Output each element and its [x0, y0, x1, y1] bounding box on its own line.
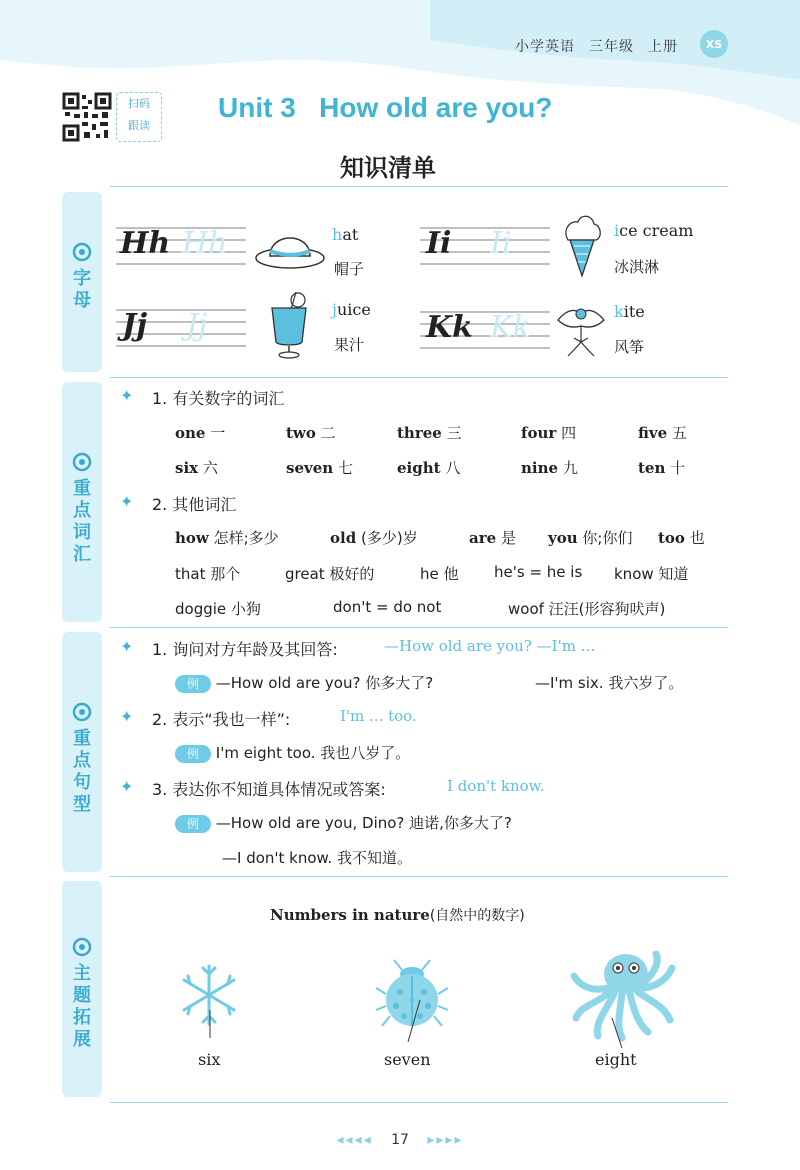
qr-code-icon[interactable]	[62, 92, 112, 142]
vocab-group2-title: 2. 其他词汇	[152, 495, 237, 514]
pointer-line	[200, 1010, 220, 1040]
example-text: —How old are you, Dino? 迪诺,你多大了?	[215, 814, 512, 832]
letter-writing-lines-jj	[116, 302, 246, 358]
vocab-group1-title: 1. 有关数字的词汇	[152, 389, 285, 408]
example-text: I'm eight too. 我也八岁了。	[215, 744, 411, 762]
sentence2-title: 2. 表示“我也一样”:	[152, 710, 291, 729]
word-rest: at	[342, 225, 359, 244]
bullet-star-icon: ✦	[120, 386, 134, 405]
vocab-number-item: six 六	[175, 459, 218, 477]
theme-label-eight: eight	[595, 1050, 637, 1069]
letter-trace-hh: Hh	[182, 226, 228, 261]
sentence2-example	[175, 742, 410, 763]
vocab-other-item: old (多少)岁	[330, 529, 418, 547]
hat-icon	[254, 218, 326, 274]
sidebar-theme	[62, 881, 102, 1097]
letter-pair-ii: Ii	[426, 226, 452, 261]
letter-writing-lines-hh	[116, 220, 246, 270]
vocab-other-item: too 也	[658, 529, 705, 547]
ice-cream-icon	[560, 212, 604, 280]
vocab-number-item: eight 八	[397, 459, 461, 477]
example-text: —How old are you? 你多大了?	[215, 674, 434, 692]
letter-pair-kk: Kk	[426, 310, 473, 345]
scan-label-line1: 扫码	[128, 97, 150, 110]
example-badge: 例	[175, 745, 211, 763]
section-icon	[72, 702, 92, 722]
sentence3-title: 3. 表达你不知道具体情况或答案:	[152, 780, 386, 799]
vocab-number-item: two 二	[286, 424, 336, 442]
bullet-star-icon: ✦	[120, 777, 134, 796]
letter-writing-lines-ii	[420, 220, 550, 270]
juice-icon	[266, 290, 312, 360]
vocab-number-item: seven 七	[286, 459, 353, 477]
page-footer	[0, 1132, 800, 1148]
theme-label-six: six	[198, 1050, 221, 1069]
sentence3-pattern: I don't know.	[447, 777, 545, 795]
sidebar-vocab	[62, 382, 102, 622]
vocab-number-item: nine 九	[521, 459, 578, 477]
vocab-other-item: that 那个	[175, 565, 241, 583]
word-rest: uice	[336, 300, 371, 319]
book-header	[515, 36, 692, 56]
page-subtitle: 知识清单	[340, 154, 436, 182]
sidebar-letters	[62, 192, 102, 372]
word-ice-cream-cn: 冰淇淋	[614, 258, 660, 276]
vocab-other-item: you 你;你们	[548, 529, 633, 547]
vocab-other-item: he 他	[420, 565, 459, 583]
vocab-other-item: know 知道	[614, 565, 689, 583]
theme-heading	[270, 905, 525, 925]
letter-trace-ii: Ii	[490, 226, 512, 261]
letter-pair-jj: Jj	[122, 308, 148, 343]
arrow-left-icon: ◂◂◂◂	[336, 1132, 373, 1148]
letter-trace-kk: Kk	[490, 310, 531, 345]
page-number: 17	[391, 1132, 409, 1148]
word-initial: h	[332, 225, 343, 244]
pointer-line	[608, 1018, 638, 1052]
vocab-other-item: are 是	[469, 529, 516, 547]
section-divider	[110, 377, 728, 378]
sentence1-pattern: —How old are you? —I'm ...	[384, 637, 595, 655]
word-rest: ite	[623, 302, 645, 321]
scan-label-line2: 跟读	[128, 119, 150, 132]
section-label-letters: 字 母	[73, 268, 91, 311]
theme-heading-cn: (自然中的数字)	[429, 908, 525, 924]
header-subject: 小学英语	[515, 39, 575, 55]
sentence3-example	[175, 812, 512, 833]
section-label-theme: 主 题 拓 展	[73, 963, 91, 1050]
pointer-line	[396, 1000, 426, 1044]
vocab-other-item: doggie 小狗	[175, 600, 261, 618]
letter-writing-lines-kk	[420, 304, 550, 354]
word-juice	[332, 300, 371, 319]
section-label-vocab: 重 点 词 汇	[73, 478, 91, 565]
section-divider	[110, 876, 728, 877]
word-initial: i	[614, 221, 620, 240]
section-icon	[72, 242, 92, 262]
scan-read-label	[116, 92, 162, 142]
bullet-star-icon: ✦	[120, 707, 134, 726]
arrow-right-icon: ▸▸▸▸	[427, 1132, 464, 1148]
section-divider	[110, 627, 728, 628]
vocab-number-item: ten 十	[638, 459, 686, 477]
word-hat-cn: 帽子	[334, 260, 365, 278]
section-divider	[110, 1102, 728, 1103]
header-term: 上册	[648, 39, 678, 55]
bullet-star-icon: ✦	[120, 637, 134, 656]
word-juice-cn: 果汁	[334, 336, 365, 354]
header-grade: 三年级	[589, 39, 634, 55]
theme-label-seven: seven	[384, 1050, 431, 1069]
sentence1-example-answer: —I'm six. 我六岁了。	[535, 674, 684, 692]
vocab-number-item: four 四	[521, 424, 577, 442]
word-initial: j	[332, 300, 337, 319]
example-badge: 例	[175, 815, 211, 833]
vocab-number-item: five 五	[638, 424, 687, 442]
word-ice-cream	[614, 221, 693, 240]
vocab-other-item: great 极好的	[285, 565, 375, 583]
word-rest: ce cream	[619, 221, 694, 240]
bullet-star-icon: ✦	[120, 492, 134, 511]
vocab-other-item: woof 汪汪(形容狗吠声)	[508, 600, 666, 618]
letter-trace-jj: Jj	[186, 308, 208, 343]
theme-heading-en: Numbers in nature	[270, 906, 430, 924]
word-kite-cn: 风筝	[614, 338, 645, 356]
example-badge: 例	[175, 675, 211, 693]
vocab-other-item: don't = do not	[333, 598, 442, 616]
series-badge: XS	[700, 30, 728, 58]
section-icon	[72, 452, 92, 472]
section-divider	[110, 186, 728, 187]
vocab-other-item: how 怎样;多少	[175, 529, 279, 547]
section-label-sentences: 重 点 句 型	[73, 728, 91, 815]
sidebar-sentences	[62, 632, 102, 872]
kite-icon	[552, 298, 610, 360]
sentence3-example-answer: —I don't know. 我不知道。	[222, 849, 412, 867]
word-kite	[614, 302, 645, 321]
unit-title: Unit 3 How old are you?	[218, 92, 553, 123]
sentence2-pattern: I'm ... too.	[340, 707, 417, 725]
section-icon	[72, 937, 92, 957]
sentence1-title: 1. 询问对方年龄及其回答:	[152, 640, 338, 659]
word-hat	[332, 225, 358, 244]
vocab-number-item: three 三	[397, 424, 462, 442]
word-initial: k	[614, 302, 624, 321]
sentence1-example	[175, 672, 433, 693]
letter-pair-hh: Hh	[120, 226, 171, 261]
vocab-number-item: one 一	[175, 424, 226, 442]
vocab-other-item: he's = he is	[494, 563, 583, 581]
